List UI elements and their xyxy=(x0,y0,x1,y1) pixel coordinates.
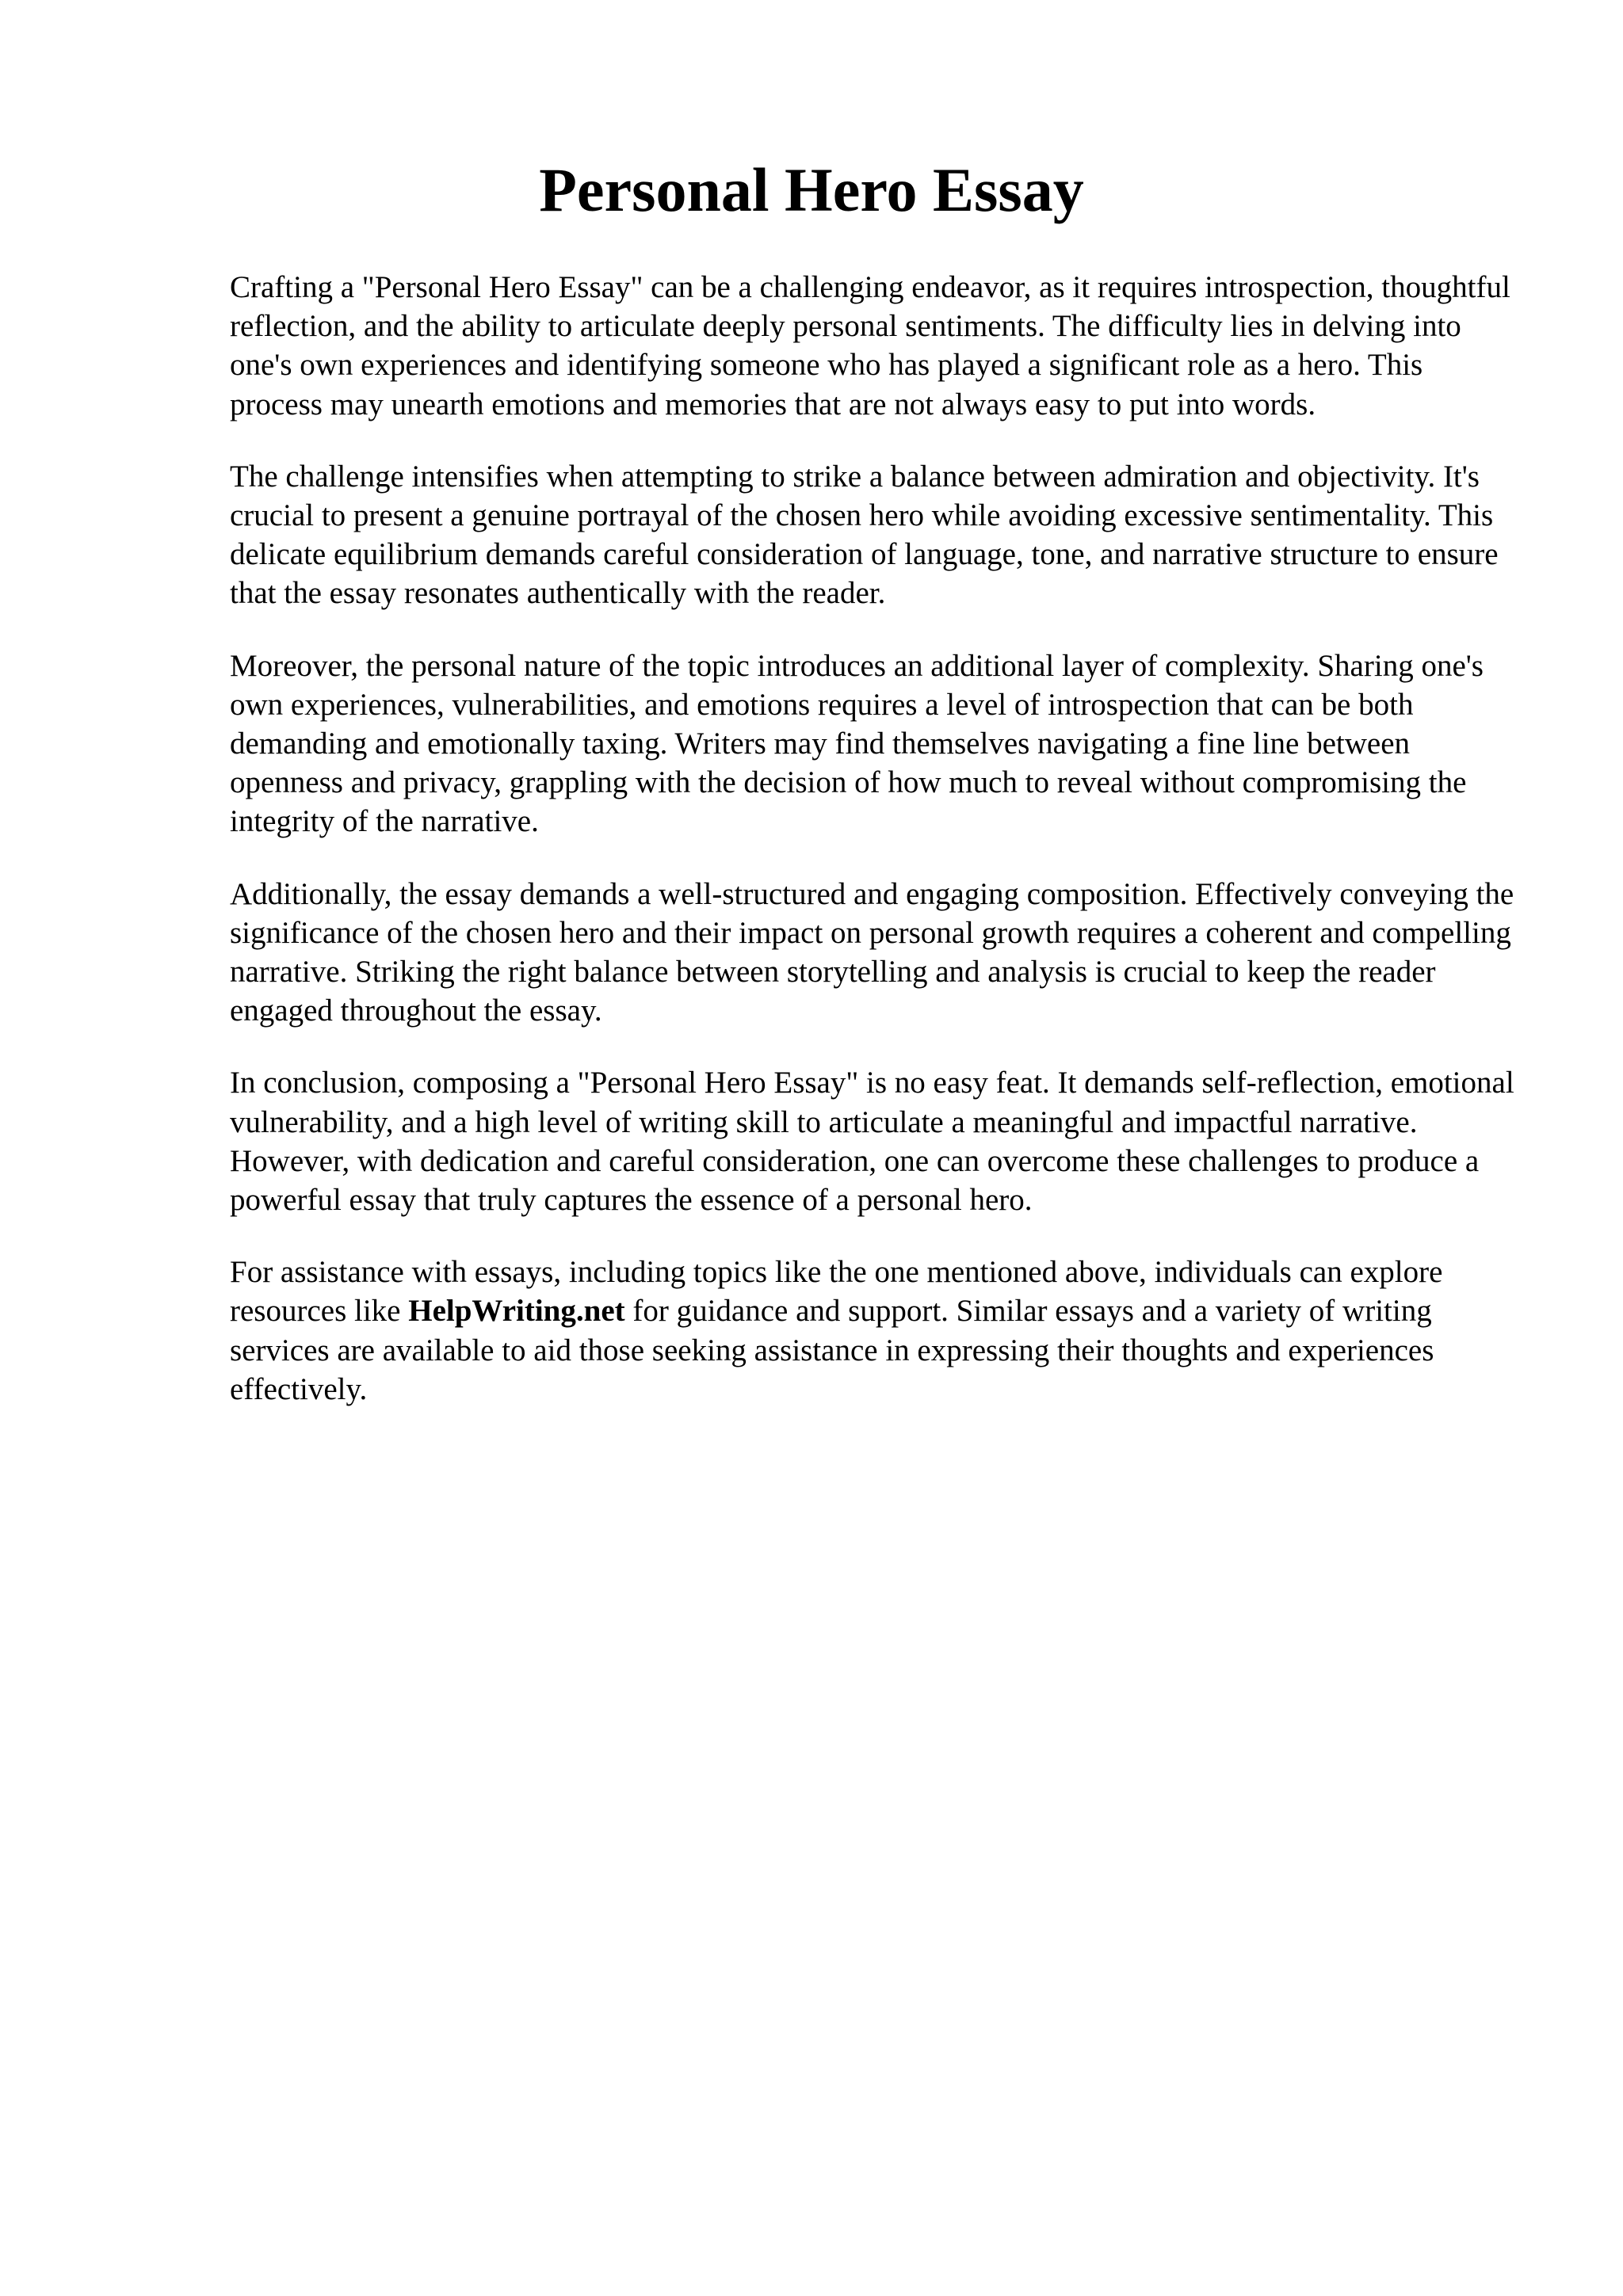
closing-text-after: for guidance and support. Similar essays and a variety of writing services are available to aid those seeking assistance in expressing their thoughts and experiences effectively. xyxy=(230,1294,1434,1406)
closing-text-before: For assistance with essays, including topics like the one mentioned above, individuals can explore resources like xyxy=(230,1255,1443,1329)
paragraph-conclusion: In conclusion, composing a "Personal Hero Essay" is no easy feat. It demands self-reflection, emotional vulnerability, and a high level of writing skill to articulate a meaningful and impactful narrative. However, with dedication and careful consideration, one can overcome these challenges to produce a powerful essay that truly captures the essence of a personal hero. xyxy=(230,1066,1514,1218)
document-body xyxy=(230,268,1522,1442)
paragraph-structure: Additionally, the essay demands a well-structured and engaging composition. Effectively conveying the significance of the chosen hero and their impact on personal growth requires a coherent and compelling narrative. Striking the right balance between storytelling and analysis is crucial to keep the reader engaged throughout the essay. xyxy=(230,876,1514,1028)
paragraph-closing xyxy=(230,1253,1522,1409)
paragraph-challenge: The challenge intensifies when attempting to strike a balance between admiration and objectivity. It's crucial to present a genuine portrayal of the chosen hero while avoiding excessive sentimentality. This delicate equilibrium demands careful consideration of language, tone, and narrative structure to ensure that the essay resonates authentically with the reader. xyxy=(230,459,1499,611)
paragraph-personal-nature: Moreover, the personal nature of the topic introduces an additional layer of complexity. Sharing one's own experiences, vulnerabilities, and emotions requires a level of introspection that can be both demanding and emotionally taxing. Writers may find themselves navigating a fine line between openness and privacy, grappling with the decision of how much to reveal without compromising the integrity of the narrative. xyxy=(230,648,1484,839)
paragraph-intro: Crafting a "Personal Hero Essay" can be a challenging endeavor, as it requires introspection, thoughtful reflection, and the ability to articulate deeply personal sentiments. The difficulty lies in delving into one's own experiences and identifying someone who has played a significant role as a hero. This process may unearth emotions and memories that are not always easy to put into words. xyxy=(230,270,1510,421)
brand-name: HelpWriting.net xyxy=(408,1294,625,1329)
document-title: Personal Hero Essay xyxy=(539,155,1084,224)
